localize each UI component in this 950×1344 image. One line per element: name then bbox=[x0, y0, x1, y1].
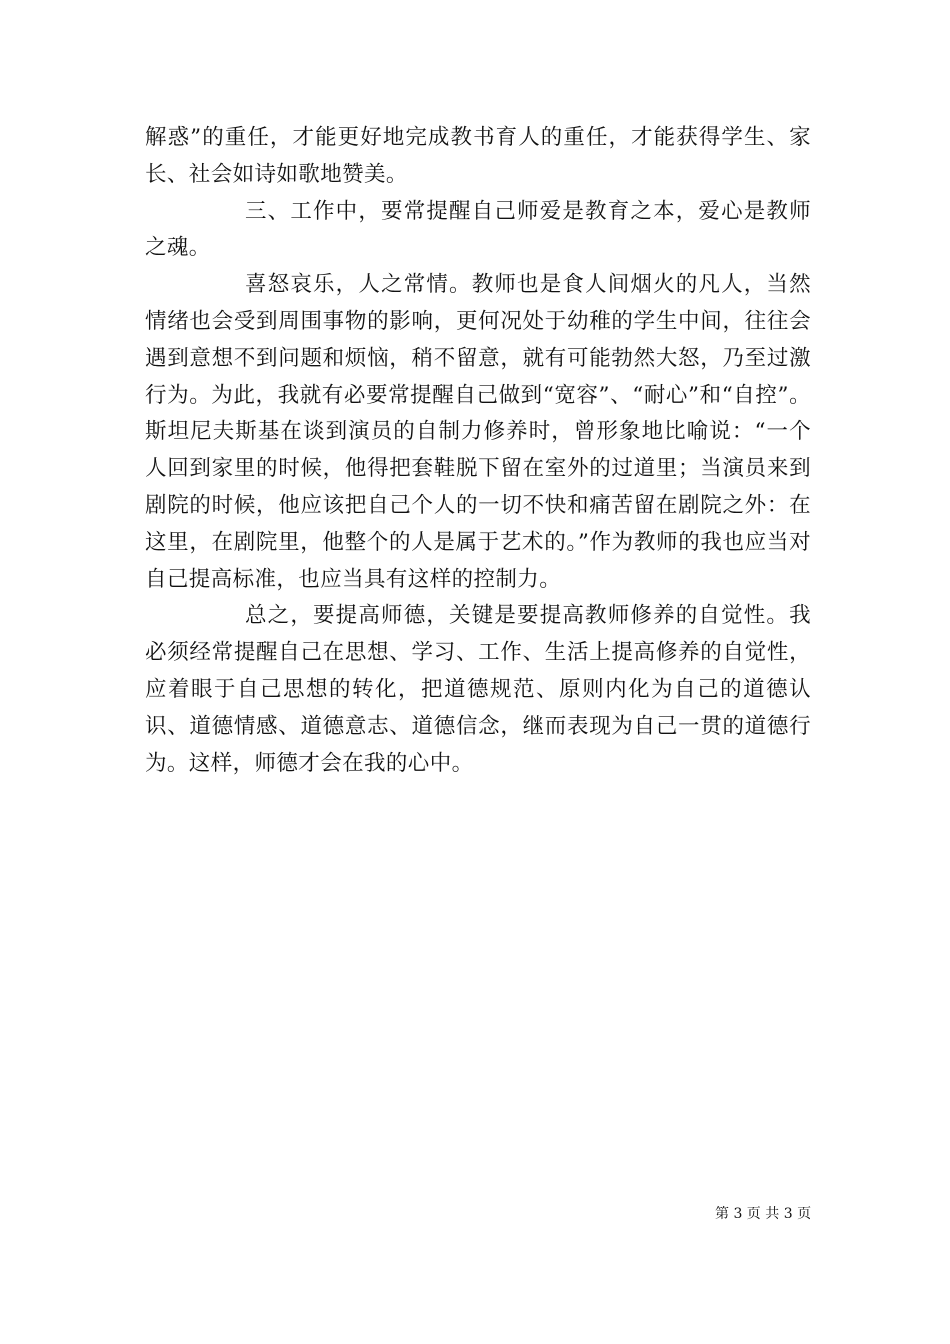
document-body bbox=[145, 120, 811, 782]
page-number-footer: 第 3 页 共 3 页 bbox=[715, 1206, 812, 1222]
paragraph-body: 喜怒哀乐，人之常情。教师也是食人间烟火的凡人，当然情绪也会受到周围事物的影响，更何况处于幼稚的学生中间，往往会遇到意想不到问题和烦恼，稍不留意，就有可能勃然大怒，乃至过激行为。为此，我就有必要常提醒自己做到“宽容”、“耐心”和“自控”。斯坦尼夫斯基在谈到演员的自制力修养时，曾形象地比喻说：“一个人回到家里的时候，他得把套鞋脱下留在室外的过道里；当演员来到剧院的时候，他应该把自己个人的一切不快和痛苦留在剧院之外：在这里，在剧院里，他整个的人是属于艺术的。”作为教师的我也应当对自己提高标准，也应当具有这样的控制力。 bbox=[145, 272, 811, 592]
paragraph-continuation: 解惑”的重任，才能更好地完成教书育人的重任，才能获得学生、家长、社会如诗如歌地赞美。 bbox=[145, 125, 811, 187]
paragraph-conclusion: 总之，要提高师德，关键是要提高教师修养的自觉性。我必须经常提醒自己在思想、学习、工作、生活上提高修养的自觉性，应着眼于自己思想的转化，把道德规范、原则内化为自己的道德认识、道德情感、道德意志、道德信念，继而表现为自己一贯的道德行为。这样，师德才会在我的心中。 bbox=[145, 603, 811, 776]
paragraph-section-heading: 三、工作中，要常提醒自己师爱是教育之本，爱心是教师之魂。 bbox=[145, 198, 811, 261]
